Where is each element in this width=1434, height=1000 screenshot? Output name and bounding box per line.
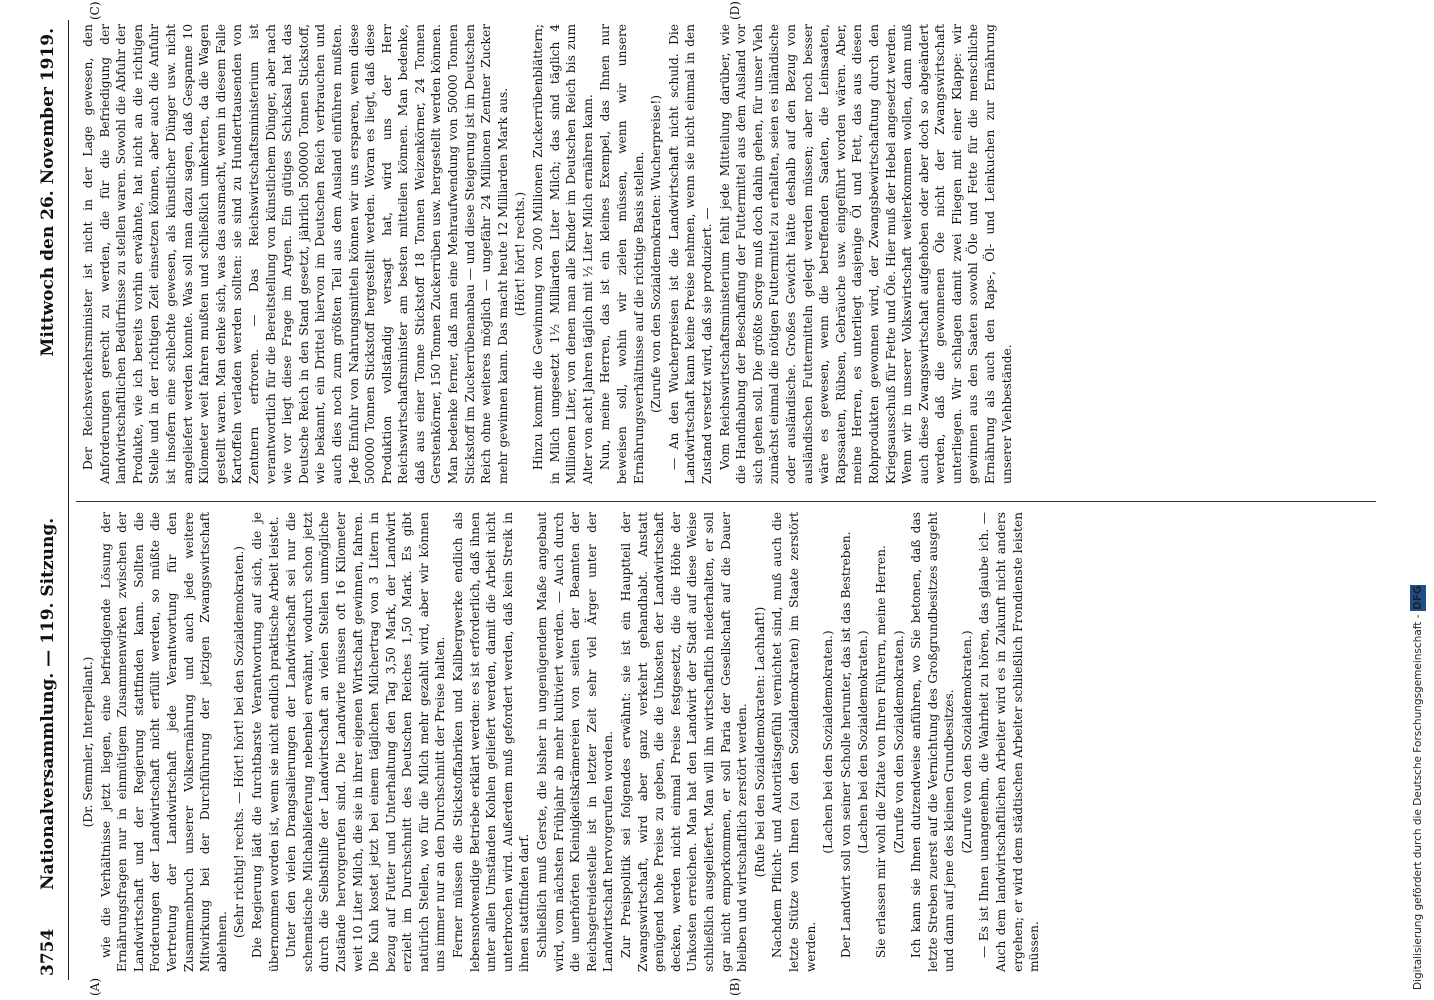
header-right-title: Mittwoch den 26. November 1919. [38,28,58,357]
page-number: 3754 [38,928,58,976]
paragraph: Vom Reichswirtschaftsministerium fehlt jede Mitteilung darüber, wie die Handhabung der Beschaffung der Futtermittel aus dem Ausland vor sich gehen soll. Die größte Sorge muß doch dahin gehen, für unser Vieh zunächst einmal die nötigen Futtermittel zu erhalten, seien es inländische oder ausländische. Großes Gewicht hätte deshalb auf den Bezug von ausländischen Futtermitteln gelegt werden müssen; aber noch besser wäre es gewesen, wenn die betreffenden Saaten, die Leinsaaten, Rapssaaten, Rübsen, Gebräuche usw. eingeführt worden wären. Aber, meine Herren, es unterliegt dasjenige Öl und Fett, das aus diesen Rohprodukten gewonnen wird, der Zwangsbewirtschaftung durch den Kriegsausschuß für Fette und Öle. Hier muß der Hebel angesetzt werden. Wenn wir in unserer Volkswirtschaft weiterkommen wollen, dann muß auch diese Zwangswirtschaft aufgehoben oder aber doch so abgeändert werden, daß die gewonnenen Öle nicht der Zwangswirtschaft unterliegen. Wir schlagen damit zwei Fliegen mit einer Klappe: wir gewinnen aus den Saaten sowohl Öle und Fette für die menschliche Ernährung als auch den Raps-, Öl- und Leinkuchen zur Ernährung unserer Viehbestände. [717,24,1014,484]
paragraph: Der Landwirt soll von seiner Scholle herunter, das ist das Bestreben. [838,531,853,958]
interjection: (Zurufe von den Sozialdemokraten: Wucherpreise!) [649,95,664,413]
paragraph: Nachdem Pflicht- und Autoritätsgefühl vernichtet sind, muß auch die letzte Stütze von Ihnen (zu den Sozialdemokraten) im Staate zerstört werden. [770,512,818,972]
interjection: (Hört! hört! rechts.) [513,191,528,317]
paragraph: Zur Preispolitik sei folgendes erwähnt: sie ist ein Hauptteil der Zwangswirtschaft, wird aber ganz verkehrt gehandhabt. Anstatt genügend hohe Preise zu geben, die die Unkosten der Landwirtschaft decken, werden nicht einmal Preise festgesetzt, die die Höhe der Unkosten erreichen. Man hat den Landwirt der Stadt auf diese Weise schließlich ausgeliefert. Man will ihn wirtschaftlich niederhalten, er soll gar nicht emporkommen, er soll Paria der Gesellschaft auf die Dauer bleiben und wirtschaftlich zerstört werden. [619,512,750,972]
margin-marker-b: (B) [728,977,742,996]
margin-marker-c: (C) [88,1,102,20]
interjection: (Lachen bei den Sozialdemokraten.) [821,630,836,854]
paragraph: — Es ist Ihnen unangenehm, die Wahrheit zu hören, das glaube ich. — Auch dem landwirtschaftlichen Arbeiter wird es in Zukunft nicht anders ergehen; er wird dem städtischen Arbeiter schließlich Frondienste leisten müssen. [977,512,1042,972]
interjection: (Lachen bei den Sozialdemokraten.) [856,630,871,854]
digitization-credit [1410,10,1432,990]
paragraph: Sie erlassen mir wohl die Zitate von Ihren Führern, meine Herren. [873,545,888,958]
interjection: (Zurufe von den Sozialdemokraten.) [891,630,906,854]
margin-marker-a: (A) [88,977,102,996]
paragraph: Schließlich muß Gerste, die bisher in ungenügendem Maße angebaut wird, vom nächsten Frühjahr ab mehr kultiviert werden. — Auch durch die unerhörten Kleinigkeitskrämereien von seiten der Beamten der Reichsgetreidestelle ist in letzter Zeit sehr viel Ärger unter der Landwirtschaft hervorgerufen worden. [535,512,616,972]
paragraph: Unter den vielen Drangsalierungen der Landwirtschaft sei nur die schematische Milchablieferung nebenbei erwähnt, wodurch schon jetzt durch die Selbsthilfe der Landwirtschaft an vielen Stellen unmögliche Zustände hervorgerufen sind. Die Landwirte müssen oft 16 Kilometer weit 10 Liter Milch, die sie in ihrer eigenen Wirtschaft gewinnen, fahren. Die Kuh kostet jetzt bei einem täglichen Milchertrag von 3 Litern in bezug auf Futter und Unterhaltung den Tag 3,50 Mark, der Landwirt erzielt im Durchschnitt des Deutschen Reiches 1,50 Mark. Es gibt natürlich Stellen, wo für die Milch mehr gezahlt wird, aber wir können uns immer nur an den Durchschnitt der Preise halten. [284,512,448,972]
interjection: (Sehr richtig! rechts. — Hört! hört! bei den Sozialdemokraten.) [232,545,247,939]
interjection: (Rufe bei den Sozialdemokraten: Lachhaft!) [752,606,767,878]
paragraph: Ich kann sie Ihnen dutzendweise anführen, wo Sie betonen, daß das letzte Streben zuerst auf die Vernichtung des Großgrundbesitzes ausgeht und dann auf jene des kleinen Grundbesitzes. [909,512,957,972]
paragraph: Die Regierung lädt die furchtbarste Verantwortung auf sich, die je übernommen worden ist, wenn sie nicht endlich praktische Arbeit leistet. [249,512,281,972]
margin-marker-d: (D) [728,1,742,20]
page-content [28,1,1388,996]
header-left-title: Nationalversammlung. — 119. Sitzung. [38,517,58,890]
column-divider [76,501,1376,502]
right-column [80,24,1380,484]
paragraph: Der Reichsverkehrsminister ist nicht in der Lage gewesen, den Anforderungen gerecht zu werden, die für die Befriedigung der landwirtschaftlichen Bedürfnisse zu stellen waren. Sowohl die Abfuhr der Produkte, wie ich bereits vorhin erwähnte, hat nicht an die richtigen Stelle und in der richtigen Zeit einsetzen können, aber auch die Anfuhr ist insofern eine schlechte gewesen, als künstlicher Dünger usw. nicht angeliefert werden konnte. Was soll man dazu sagen, daß Gespanne 10 Kilometer weit fahren mußten und schließlich umkehrten, da die Wagen gestellt waren. Man denke sich, was das ausmacht, wenn in diesem Falle Kartoffeln verladen werden sollten: sie sind zu Hunderttausenden von Zentnern erfroren. — Das Reichswirtschaftsministerium ist verantwortlich für die Bereitstellung von künstlichem Dünger, aber nach wie vor liegt diese Frage im Argen. Ein gütiges Schicksal hat das Deutsche Reich in den Stand gesetzt, jährlich 500000 Tonnen Stickstoff, wie bekannt, ein Drittel hiervon im Deutschen Reich verbrauchen und auch dies noch zum größten Teil aus dem Ausland einführen mußten. Jede Einfuhr von Nahrungsmitteln können wir uns ersparen, wenn diese 500000 Tonnen Stickstoff hergestellt werden. Woran es liegt, daß diese Produktion vollständig versagt hat, wird uns der Herr Reichswirtschaftsminister am besten mitteilen können. Man bedenke, daß aus einer Tonne Stickstoff 18 Tonnen Weizenkörner, 24 Tonnen Gerstenkörner, 150 Tonnen Zuckerrüben usw. hergestellt werden können. Man bedenke ferner, daß man eine Mehraufwendung von 50000 Tonnen Stickstoff im Zuckerrübenanbau — und diese Steigerung ist im Deutschen Reich ohne weiteres möglich — ungefähr 24 Millionen Zentner Zucker mehr gewinnen kann. Das macht heute 12 Milliarden Mark aus. [81,24,510,484]
interjection: (Zurufe von den Sozialdemokraten.) [959,630,974,854]
paragraph: Nun, meine Herren, das ist ein kleines Exempel, das Ihnen nur beweisen soll, wohin wir zielen müssen, wenn wir unsere Ernährungsverhältnisse auf die richtige Basis stellen. [598,24,646,484]
credit-text: Digitalisierung gefördert durch die Deutsche Forschungsgemeinschaft - [1412,611,1424,990]
left-column [80,512,1380,972]
credit-text-wrapper [1410,10,1426,990]
paragraph: Hinzu kommt die Gewinnung von 200 Millionen Zuckerrübenblättern; in Milch umgesetzt 1½ Milliarden Liter Milch; das sind täglich 4 Millionen Liter, von denen man alle Kinder im Deutschen Reich bis zum Alter von acht Jahren täglich mit ½ Liter Milch ernähren kann. [531,24,595,484]
paragraph: Ferner müssen die Stickstoffabriken und Kalibergwerke endlich als lebensnotwendige Betriebe erklärt werden: es ist erforderlich, daß ihnen unter allen Umständen Kohlen geliefert werden, damit die Arbeit nicht unterbrochen wird. Außerdem muß gefordert werden, daß kein Streik in ihnen stattfinden darf. [451,512,532,972]
paragraph: — An den Wucherpreisen ist die Landwirtschaft nicht schuld. Die Landwirtschaft kann keine Preise nehmen, wenn sie nicht einmal in den Zustand versetzt wird, daß sie produziert. — [666,24,714,484]
paragraph: wie die Verhältnisse jetzt liegen, eine befriedigende Lösung der Ernährungsfragen nur in einmütigem Zusammenwirken zwischen der Landwirtschaft und der Regierung stattfinden kann. Sollten die Forderungen der Landwirtschaft nicht erfüllt werden, so müßte die Vertretung der Landwirtschaft jede Verantwortung für den Zusammenbruch unserer Volksernährung und auch jede weitere Mitwirkung bei der Durchführung der jetzigen Zwangswirtschaft ablehnen. [98,512,229,972]
dfg-logo: DFG [1412,585,1424,611]
paragraph: (Dr. Semmler, Interpellant.) [81,656,95,828]
page-header [28,20,69,980]
